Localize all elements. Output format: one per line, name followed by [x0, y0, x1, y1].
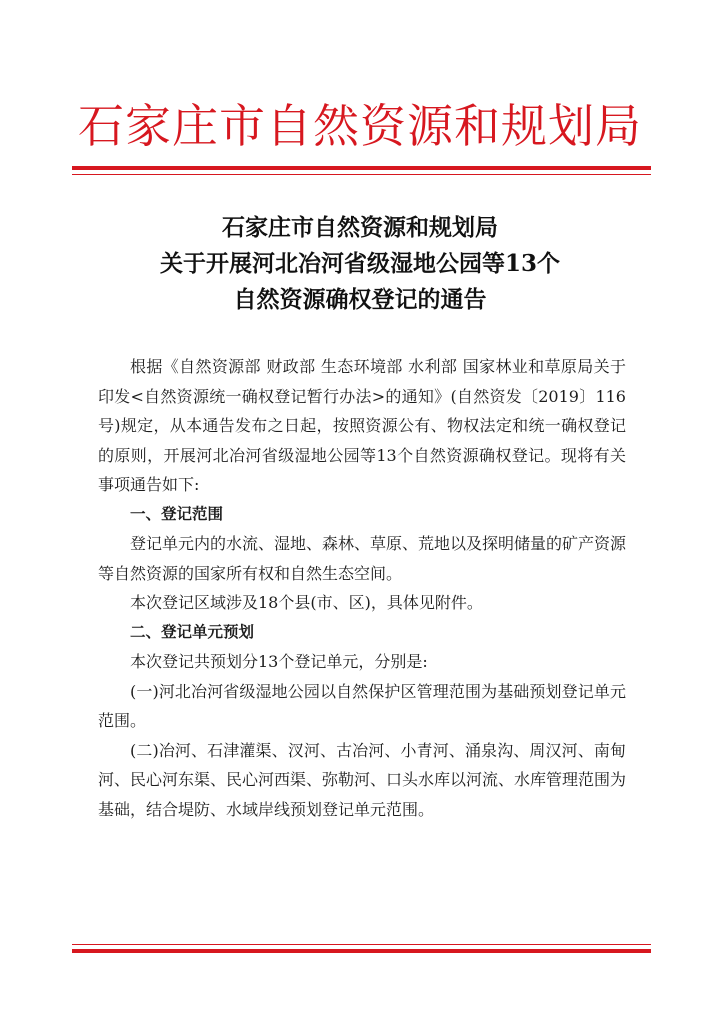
units-paragraph-1: 本次登记共预划分13个登记单元，分别是:	[130, 652, 428, 671]
masthead-divider-thick	[72, 166, 651, 170]
masthead-divider-thin	[72, 174, 651, 175]
title-line-2: 关于开展河北冶河省级湿地公园等13个	[159, 250, 560, 277]
units-paragraph-2: (一)河北冶河省级湿地公园以自然保护区管理范围为基础预划登记单元范围。	[98, 681, 626, 730]
scope-paragraph-2: 本次登记区域涉及18个县(市、区)，具体见附件。	[130, 593, 483, 612]
masthead-org-name: 石家庄市自然资源和规划局	[78, 99, 642, 153]
document-body	[98, 352, 626, 824]
intro-paragraph: 根据《自然资源部 财政部 生态环境部 水利部 国家林业和草原局关于印发<自然资源统一确权登记暂行办法>的通知》(自然资发〔2019〕116号)规定，从本通告发布之日起，按照资源公有、物权法定和统一确权登记的原则，开展河北冶河省级湿地公园等13个自然资源确权登记。现将有关事项通告如下:	[98, 357, 626, 494]
section-heading-units: 二、登记单元预划	[130, 622, 255, 641]
section-heading-scope: 一、登记范围	[130, 504, 224, 523]
units-paragraph-3: (二)冶河、石津灌渠、汊河、古冶河、小青河、涌泉沟、周汉河、南甸河、民心河东渠、民心河西渠、弥勒河、口头水库以河流、水库管理范围为基础，结合堤防、水域岸线预划登记单元范围。	[98, 740, 627, 819]
footer-divider-thick	[72, 949, 651, 953]
document-title	[0, 210, 720, 318]
footer-divider-thin	[72, 944, 651, 945]
scope-paragraph-1: 登记单元内的水流、湿地、森林、草原、荒地以及探明储量的矿产资源等自然资源的国家所有权和自然生态空间。	[98, 534, 627, 583]
title-line-3: 自然资源确权登记的通告	[233, 286, 487, 313]
title-line-1: 石家庄市自然资源和规划局	[222, 214, 498, 241]
